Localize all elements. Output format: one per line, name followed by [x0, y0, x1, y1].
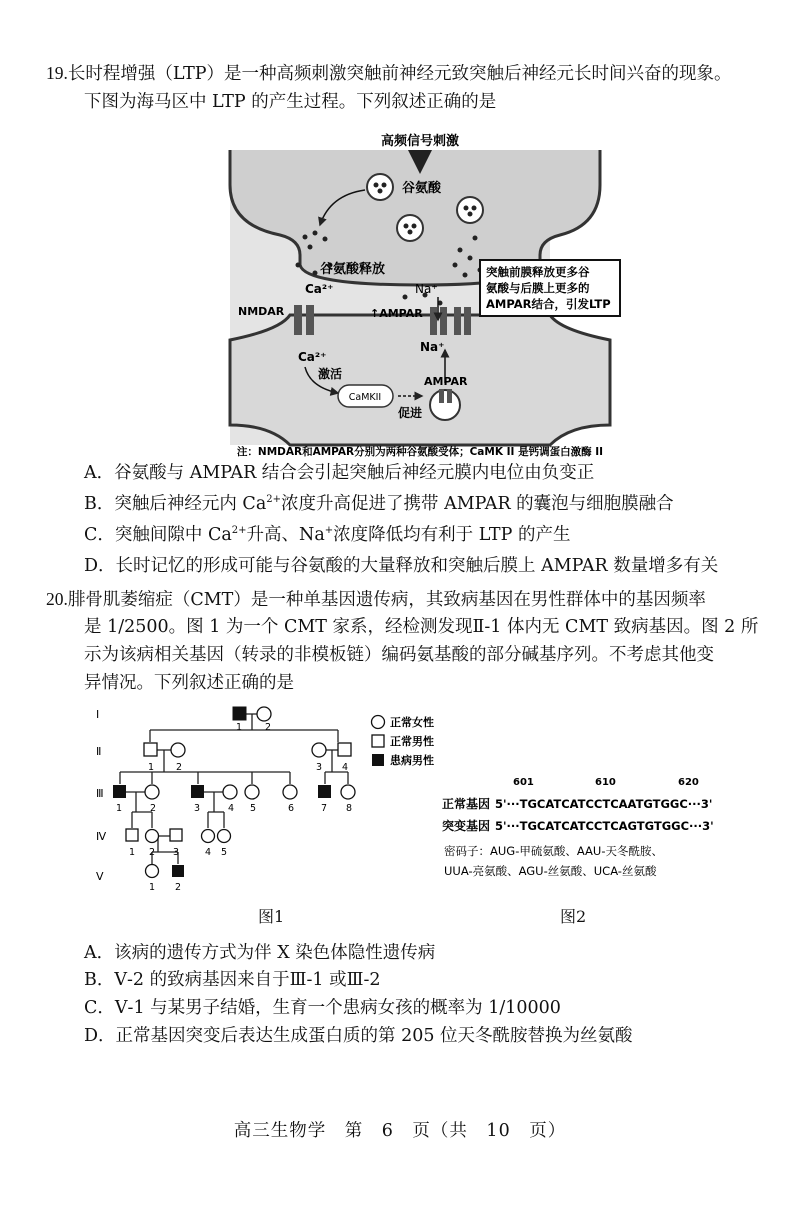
- svg-text:4: 4: [342, 762, 349, 773]
- q20-stem-line2: 是 1/2500。图 1 为一个 CMT 家系，经检测发现Ⅱ-1 体内无 CMT 致病基因。图 2 所: [84, 617, 759, 637]
- ca-label-top: Ca²⁺: [305, 282, 334, 296]
- codon-line1: 密码子：AUG-甲硫氨酸、AAU-天冬酰胺、: [444, 844, 663, 858]
- q19-stem-line1: 19.长时程增强（LTP）是一种高频刺激突触前神经元致突触后神经元长时间兴奋的现象。: [46, 63, 732, 84]
- svg-text:5: 5: [221, 847, 228, 858]
- mutant-gene-label: 突变基因: [442, 819, 491, 833]
- svg-text:Ⅴ: Ⅴ: [96, 870, 104, 883]
- svg-text:1: 1: [129, 847, 136, 858]
- ampar-vesicle: [430, 390, 460, 420]
- legend-normal-female: 正常女性: [390, 716, 434, 729]
- ca-label-bottom: Ca²⁺: [298, 350, 327, 364]
- na-label-top: Na⁺: [415, 282, 438, 296]
- q19-number: 19.: [46, 63, 68, 83]
- q19-option-d[interactable]: D．长时记忆的形成可能与谷氨酸的大量释放和突触后膜上 AMPAR 数量增多有关: [84, 556, 719, 576]
- q20-number: 20.: [46, 589, 68, 609]
- activate-label: 激活: [318, 367, 343, 381]
- q19-option-b[interactable]: B．突触后神经元内 $Ca^{2+}$浓度升高促进了携带 AMPAR 的囊泡与细胞膜融合: [84, 494, 674, 514]
- svg-text:1: 1: [236, 722, 243, 733]
- codon-line2: UUA-亮氨酸、AGU-丝氨酸、UCA-丝氨酸: [444, 864, 657, 878]
- q20-option-d[interactable]: D．正常基因突变后表达生成蛋白质的第 205 位天冬酰胺替换为丝氨酸: [84, 1026, 633, 1046]
- vesicle: [367, 174, 393, 200]
- normal-gene-label: 正常基因: [442, 797, 491, 811]
- nmdar-receptor: [294, 305, 302, 335]
- svg-text:1: 1: [149, 882, 156, 893]
- q20-option-a[interactable]: A．该病的遗传方式为伴 X 染色体隐性遗传病: [84, 943, 436, 963]
- svg-text:4: 4: [228, 803, 235, 814]
- legend-normal-male: 正常男性: [390, 735, 434, 748]
- affected-male: [113, 785, 126, 798]
- svg-text:AMPAR结合，引发LTP: AMPAR结合，引发LTP: [486, 297, 611, 311]
- figure2-caption: 图2: [560, 907, 587, 926]
- svg-text:Ⅰ: Ⅰ: [96, 708, 100, 721]
- normal-male: [338, 743, 351, 756]
- promote-label: 促进: [398, 406, 423, 420]
- svg-text:2: 2: [149, 847, 156, 858]
- figure-note: 注：NMDAR和AMPAR分别为两种谷氨酸受体；CaMK II 是钙调蛋白激酶 II: [236, 446, 604, 458]
- svg-text:1: 1: [148, 762, 155, 773]
- normal-male: [144, 743, 157, 756]
- ampar-receptor: [430, 307, 437, 335]
- affected-male: [233, 707, 246, 720]
- svg-text:7: 7: [321, 803, 328, 814]
- svg-text:6: 6: [288, 803, 295, 814]
- affected-male: [318, 785, 331, 798]
- svg-text:氨酸与后膜上更多的: 氨酸与后膜上更多的: [486, 281, 590, 295]
- q20-stem-line3: 示为该病相关基因（转录的非模板链）编码氨基酸的部分碱基序列。不考虑其他变: [84, 645, 714, 665]
- pedigree-chart: [90, 700, 440, 905]
- page-footer: 高三生物学 第 6 页（共 10 页）: [233, 1121, 567, 1141]
- q19-option-c[interactable]: C．突触间隙中 $Ca^{2+}$升高、Na+浓度降低均有利于 LTP 的产生: [84, 525, 571, 545]
- svg-text:620: 620: [678, 777, 699, 788]
- q20-option-c[interactable]: C．Ⅴ-1 与某男子结婚，生育一个患病女孩的概率为 1/10000: [84, 998, 561, 1018]
- svg-text:2: 2: [150, 803, 157, 814]
- q19-option-a[interactable]: A．谷氨酸与 AMPAR 结合会引起突触后神经元膜内电位由负变正: [84, 463, 595, 483]
- svg-text:2: 2: [265, 722, 272, 733]
- normal-female: [257, 707, 271, 721]
- svg-text:4: 4: [205, 847, 212, 858]
- nmdar-label: NMDAR: [238, 305, 285, 318]
- svg-text:601: 601: [513, 777, 534, 788]
- svg-text:Ⅳ: Ⅳ: [96, 830, 107, 843]
- svg-text:1: 1: [116, 803, 123, 814]
- mutant-gene-sequence: 5'···TGCATCATCCTCAGTGTGGC···3': [495, 819, 714, 833]
- q19-stem-line2: 下图为海马区中 LTP 的产生过程。下列叙述正确的是: [84, 92, 497, 112]
- ampar-top-label: ↑AMPAR: [370, 307, 423, 320]
- svg-text:5: 5: [250, 803, 257, 814]
- na-label-bottom: Na⁺: [420, 340, 445, 354]
- stimulus-label: 高频信号刺激: [380, 134, 460, 149]
- affected-male: [191, 785, 204, 798]
- legend-affected-male: 患病男性: [390, 754, 434, 767]
- gene-sequence-figure: [440, 775, 760, 885]
- vesicle: [457, 197, 483, 223]
- affected-male: [172, 865, 184, 877]
- normal-female: [171, 743, 185, 757]
- svg-text:3: 3: [173, 847, 180, 858]
- normal-female: [312, 743, 326, 757]
- glutamate-label: 谷氨酸: [402, 181, 442, 196]
- vesicle: [397, 215, 423, 241]
- q20-option-b[interactable]: B．Ⅴ-2 的致病基因来自于Ⅲ-1 或Ⅲ-2: [84, 970, 381, 990]
- svg-text:Ⅱ: Ⅱ: [96, 745, 102, 758]
- svg-text:Ⅲ: Ⅲ: [96, 787, 104, 800]
- svg-text:3: 3: [194, 803, 201, 814]
- ampar-bottom-label: AMPAR: [424, 375, 468, 388]
- q20-stem-line1: 20.腓骨肌萎缩症（CMT）是一种单基因遗传病，其致病基因在男性群体中的基因频率: [46, 589, 706, 610]
- ltp-diagram: [170, 125, 670, 460]
- figure1-caption: 图1: [258, 907, 285, 926]
- normal-gene-sequence: 5'···TGCATCATCCTCAATGTGGC···3': [495, 797, 713, 811]
- svg-text:610: 610: [595, 777, 616, 788]
- camk-label: CaMKII: [348, 392, 382, 403]
- q20-stem-line4: 异情况。下列叙述正确的是: [84, 673, 294, 693]
- svg-text:2: 2: [175, 882, 182, 893]
- svg-text:突触前膜释放更多谷: 突触前膜释放更多谷: [486, 265, 590, 279]
- svg-text:8: 8: [346, 803, 353, 814]
- postsynaptic-membrane: [230, 315, 610, 445]
- release-label: 谷氨酸释放: [320, 262, 386, 277]
- svg-text:2: 2: [176, 762, 183, 773]
- svg-text:3: 3: [316, 762, 323, 773]
